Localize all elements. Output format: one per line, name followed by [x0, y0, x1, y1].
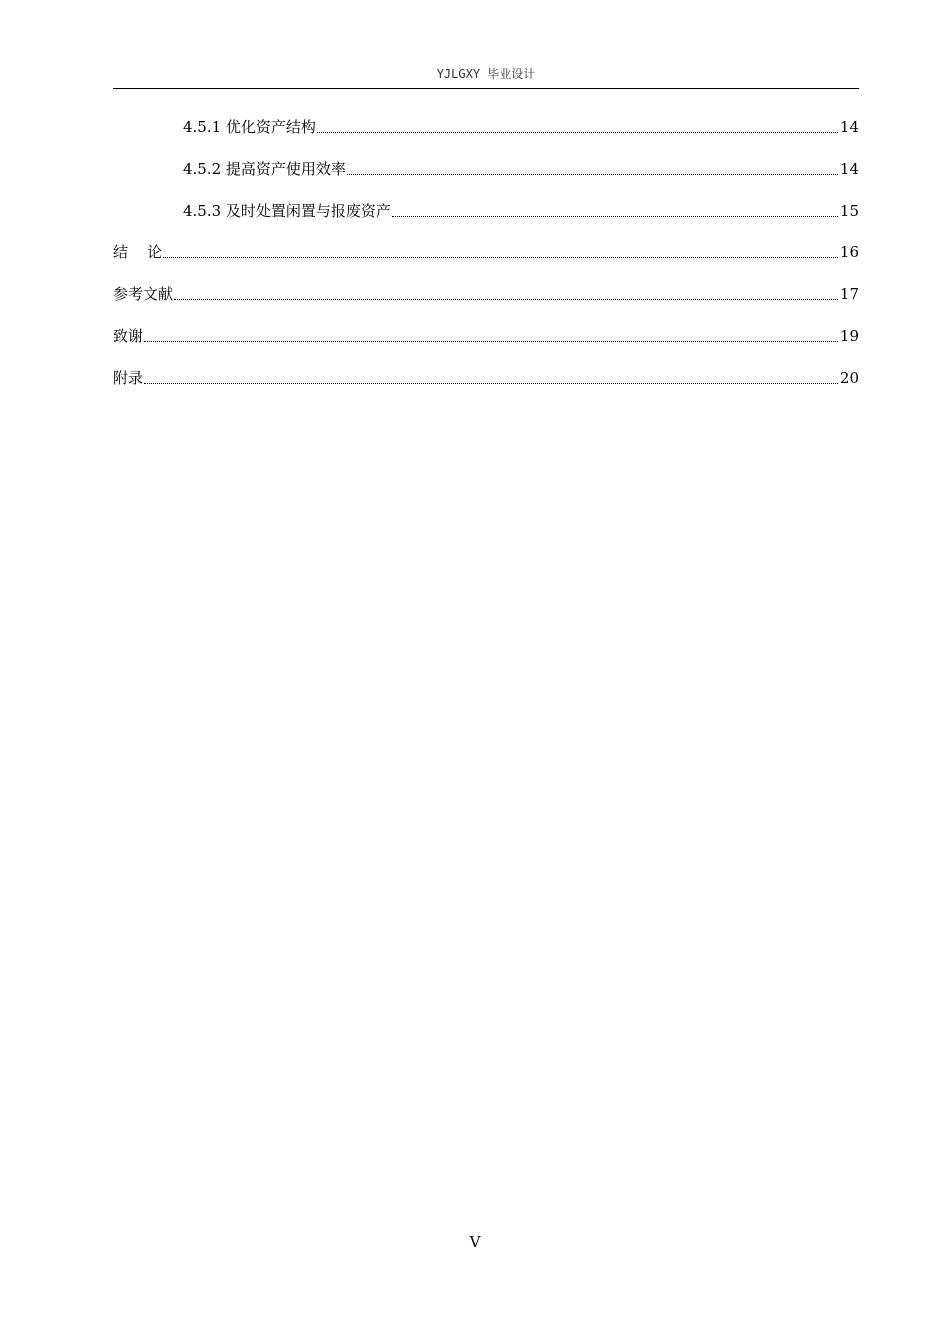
- toc-dot-leader: [392, 200, 838, 217]
- toc-entry[interactable]: [113, 200, 859, 242]
- toc-entry-title: 参考文献: [113, 285, 174, 304]
- toc-entry[interactable]: [113, 325, 859, 367]
- table-of-contents: [113, 116, 859, 409]
- toc-entry-title: 4.5.1 优化资产结构: [183, 118, 316, 136]
- toc-dot-leader: [144, 325, 838, 342]
- toc-entry-page: 15: [839, 201, 859, 220]
- toc-entry[interactable]: [113, 367, 859, 409]
- toc-entry-title: 致谢: [113, 326, 144, 345]
- page-number: V: [469, 1233, 481, 1251]
- header-text: YJLGXY 毕业设计: [436, 67, 536, 81]
- toc-entry-page: 16: [839, 243, 859, 262]
- page-header: [113, 64, 859, 89]
- toc-entry-title: 4.5.2 提高资产使用效率: [183, 159, 346, 178]
- toc-entry-title: 附录: [113, 368, 144, 387]
- page-footer: [0, 1232, 950, 1252]
- toc-dot-leader: [144, 367, 838, 384]
- toc-entry-page: 14: [839, 159, 859, 178]
- toc-entry-page: 20: [839, 368, 859, 387]
- toc-entry[interactable]: [113, 241, 859, 283]
- toc-dot-leader: [317, 116, 838, 133]
- toc-entry-title: 结 论: [113, 243, 163, 262]
- toc-entry-page: 17: [839, 285, 859, 304]
- toc-entry[interactable]: [113, 116, 859, 158]
- toc-entry[interactable]: [113, 158, 859, 200]
- toc-dot-leader: [174, 283, 838, 300]
- toc-dot-leader: [347, 158, 838, 175]
- toc-entry-title: 4.5.3 及时处置闲置与报废资产: [183, 201, 391, 220]
- toc-entry-page: 14: [839, 118, 859, 136]
- toc-dot-leader: [163, 241, 838, 258]
- toc-entry[interactable]: [113, 283, 859, 325]
- toc-entry-page: 19: [839, 326, 859, 345]
